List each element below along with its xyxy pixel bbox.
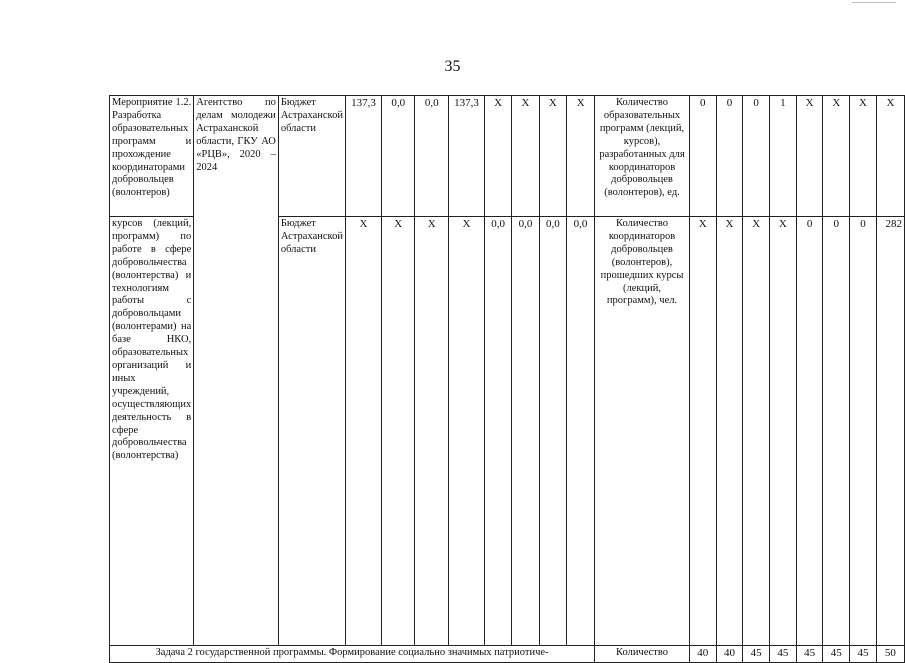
finance-cell: X [448, 217, 484, 646]
indicator-cell: Количество координаторов добровольцев (волонтеров), прошедших курсы (лекций, программ), чел. [595, 217, 690, 646]
table-row [110, 96, 905, 217]
indicator-value-cell: 1 [770, 96, 797, 217]
finance-cell: X [415, 217, 448, 646]
measure-name-part1: Мероприятие 1.2. Разработка образовательных программ и прохождение координаторами добровольцев (волонтеров) [110, 96, 194, 217]
indicator-value-cell: 0 [850, 217, 877, 646]
funding-source-cell: Бюджет Астраханской области [278, 96, 345, 217]
indicator-value-cell: 45 [770, 646, 797, 663]
finance-cell: X [345, 217, 381, 646]
finance-cell: 137,3 [448, 96, 484, 217]
indicator-value-cell: 0 [823, 217, 850, 646]
indicator-value-cell: X [796, 96, 823, 217]
indicator-value-cell: 45 [850, 646, 877, 663]
indicator-value-cell: 40 [689, 646, 716, 663]
finance-cell: X [484, 96, 511, 217]
indicator-value-cell: X [770, 217, 797, 646]
indicator-value-cell: 50 [876, 646, 904, 663]
table-row [110, 646, 905, 663]
finance-cell: X [567, 96, 595, 217]
finance-cell: X [512, 96, 539, 217]
indicator-value-cell: X [716, 217, 743, 646]
finance-cell: 0,0 [381, 96, 414, 217]
indicator-value-cell: X [850, 96, 877, 217]
indicator-value-cell: 45 [823, 646, 850, 663]
indicator-value-cell: 40 [716, 646, 743, 663]
finance-cell: 0,0 [484, 217, 511, 646]
indicator-value-cell: 0 [716, 96, 743, 217]
indicator-value-cell: 282 [876, 217, 904, 646]
finance-cell: 0,0 [415, 96, 448, 217]
indicator-value-cell: 0 [796, 217, 823, 646]
finance-cell: 0,0 [567, 217, 595, 646]
indicator-value-cell: X [876, 96, 904, 217]
finance-cell: 0,0 [539, 217, 566, 646]
indicator-cell: Количество образовательных программ (лекций, курсов), разработанных для координаторов добровольцев (волонтеров), ед. [595, 96, 690, 217]
indicator-value-cell: 45 [743, 646, 770, 663]
corner-mark [852, 2, 896, 3]
finance-cell: 137,3 [345, 96, 381, 217]
task-heading-cell: Задача 2 государственной программы. Формирование социально значимых патриотиче- [110, 646, 595, 663]
finance-cell: X [381, 217, 414, 646]
indicator-value-cell: X [743, 217, 770, 646]
funding-source-cell: Бюджет Астраханской области [278, 217, 345, 646]
finance-cell: 0,0 [512, 217, 539, 646]
page-number: 35 [444, 58, 461, 75]
executor-cell: Агентство по делам молодежи Астраханской области, ГКУ АО «РЦВ», 2020 – 2024 [194, 96, 279, 646]
measure-name-part2: курсов (лекций, программ) по работе в сфере добровольчества (волонтерства) и технологиям работы с добровольцами (волонтерами) на базе НКО, образовательных организаций и иных учреждений, осуществляющих деятельность в сфере добровольчества (волонтерства) [110, 217, 194, 646]
finance-cell: X [539, 96, 566, 217]
indicator-value-cell: 0 [689, 96, 716, 217]
indicator-cell: Количество [595, 646, 690, 663]
program-table [109, 95, 905, 663]
indicator-value-cell: 0 [743, 96, 770, 217]
indicator-value-cell: X [689, 217, 716, 646]
indicator-value-cell: X [823, 96, 850, 217]
indicator-value-cell: 45 [796, 646, 823, 663]
